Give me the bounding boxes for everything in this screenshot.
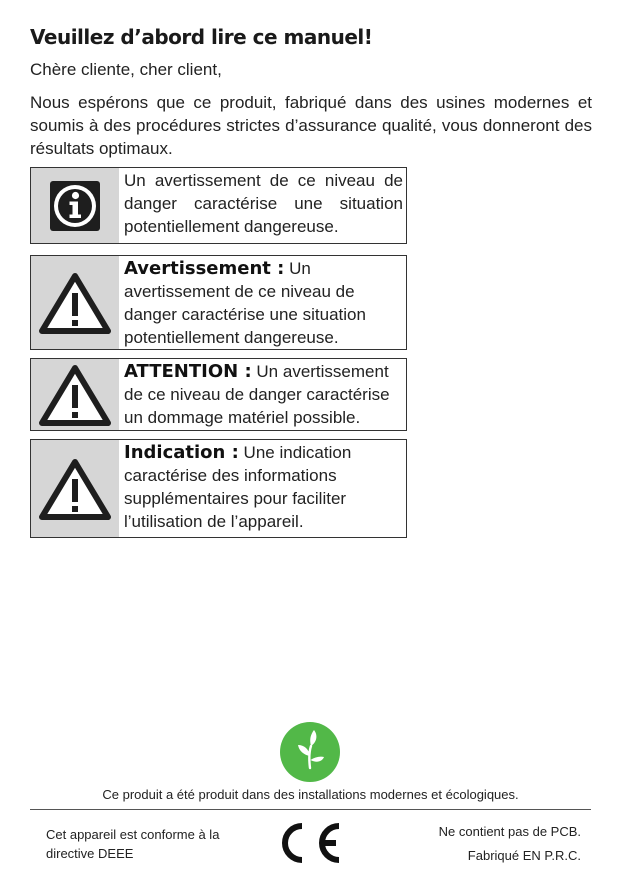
pcb-statement: Ne contient pas de PCB. xyxy=(438,824,581,839)
notice-icon-panel xyxy=(31,440,119,537)
warning-triangle-icon xyxy=(38,363,112,427)
notice-body: Un avertissement de ce niveau de danger caractérise une situation potentiellement dangereuse. xyxy=(124,259,366,347)
notice-body: Une indication caractérise des informations supplémentaires pour faciliter l’utilisation de l’appareil. xyxy=(124,443,352,531)
intro-paragraph: Nous espérons que ce produit, fabriqué dans des usines modernes et soumis à des procédures strictes d’assurance qualité, vous donneront des résultats optimaux. xyxy=(30,93,592,158)
footer-divider xyxy=(30,809,591,810)
notice-body: Un avertissement de ce niveau de danger caractérise une situation potentiellement dangereuse. xyxy=(124,171,403,236)
warning-triangle-icon xyxy=(38,271,112,335)
notice-text xyxy=(119,359,406,430)
notice-icon-panel xyxy=(31,168,119,243)
notice-text xyxy=(119,256,406,349)
weee-compliance-text: Cet appareil est conforme à la directive DEEE xyxy=(46,827,220,861)
ce-mark-icon xyxy=(275,818,345,868)
notice-info xyxy=(30,167,407,244)
origin-statement: Fabriqué EN P.R.C. xyxy=(467,848,581,863)
eco-leaf-icon xyxy=(280,722,340,782)
notice-label: ATTENTION : xyxy=(124,361,252,382)
notice-icon-panel xyxy=(31,359,119,430)
info-icon xyxy=(47,178,103,234)
notice-text xyxy=(119,168,406,243)
notice-avertissement xyxy=(30,255,407,350)
greeting-text: Chère cliente, cher client, xyxy=(30,60,222,79)
notice-attention xyxy=(30,358,407,431)
page-title: Veuillez d’abord lire ce manuel! xyxy=(30,25,373,49)
notice-label: Avertissement : xyxy=(124,258,285,279)
notice-text xyxy=(119,440,406,537)
warning-triangle-icon xyxy=(38,457,112,521)
notice-indication xyxy=(30,439,407,538)
notice-body: Un avertissement de ce niveau de danger caractérise un dommage matériel possible. xyxy=(124,362,390,427)
notice-icon-panel xyxy=(31,256,119,349)
eco-statement: Ce produit a été produit dans des installations modernes et écologiques. xyxy=(102,787,519,802)
notice-label: Indication : xyxy=(124,442,239,463)
